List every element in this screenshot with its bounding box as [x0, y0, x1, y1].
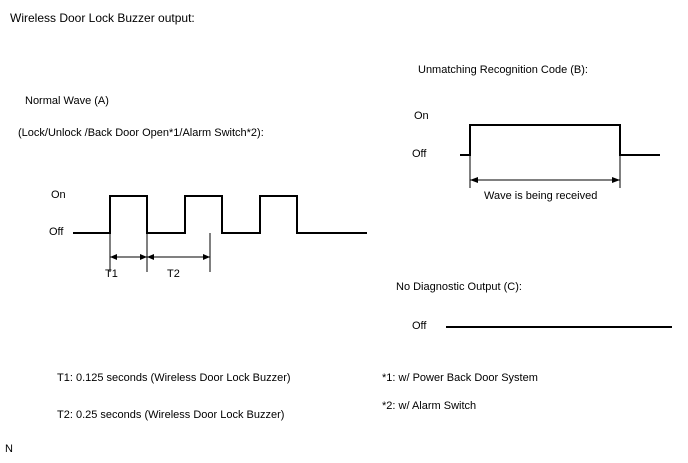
- no-output-heading: No Diagnostic Output (C):: [396, 281, 522, 293]
- t2-note: T2: 0.25 seconds (Wireless Door Lock Buzzer): [57, 409, 285, 421]
- unmatching-caption: Wave is being received: [484, 190, 598, 202]
- normal-wave-off-label: Off: [49, 226, 64, 238]
- normal-wave-heading: Normal Wave (A): [25, 95, 109, 107]
- normal-wave-subheading: (Lock/Unlock /Back Door Open*1/Alarm Switch*2):: [18, 127, 264, 139]
- no-output-off-label: Off: [412, 320, 427, 332]
- footnote-1: *1: w/ Power Back Door System: [382, 372, 538, 384]
- t1-arrow-head-right: [140, 254, 147, 260]
- t2-label: T2: [167, 268, 180, 280]
- t1-arrow-head-left: [110, 254, 117, 260]
- page-title: Wireless Door Lock Buzzer output:: [10, 11, 195, 25]
- unmatching-heading: Unmatching Recognition Code (B):: [418, 64, 588, 76]
- unmatching-arrow-head-right: [612, 177, 620, 183]
- corner-mark: N: [5, 443, 13, 455]
- t2-arrow-head-left: [147, 254, 154, 260]
- normal-wave-on-label: On: [51, 189, 66, 201]
- footnote-2: *2: w/ Alarm Switch: [382, 400, 477, 412]
- unmatching-arrow-head-left: [470, 177, 478, 183]
- unmatching-off-label: Off: [412, 148, 427, 160]
- unmatching-on-label: On: [414, 110, 429, 122]
- t2-arrow-head-right: [203, 254, 210, 260]
- t1-label: T1: [105, 268, 118, 280]
- unmatching-wave-trace: [460, 125, 660, 155]
- t1-note: T1: 0.125 seconds (Wireless Door Lock Buzzer): [57, 372, 291, 384]
- normal-wave-trace: [73, 196, 367, 233]
